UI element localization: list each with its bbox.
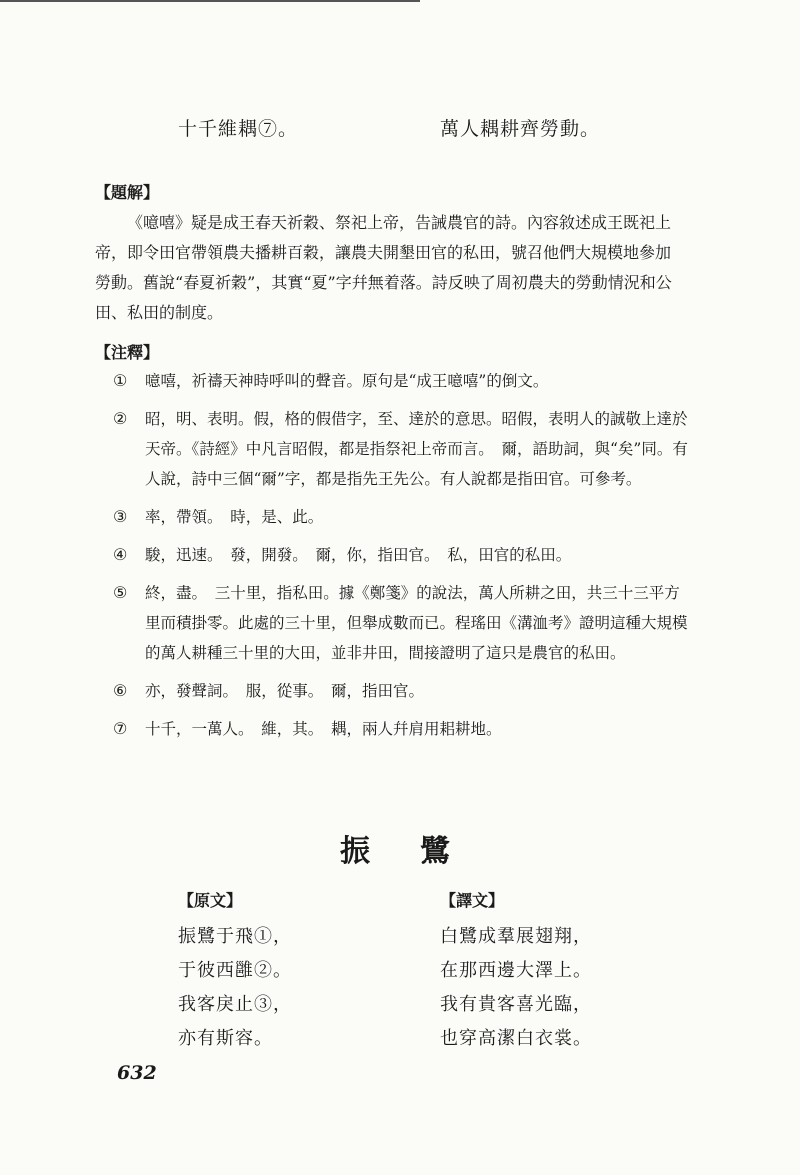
note-text: 駿，迅速。 發，開發。 爾，你，指田官。 私，田官的私田。 bbox=[145, 546, 572, 564]
notes-heading: 【注釋】 bbox=[95, 343, 160, 362]
note-number: ① bbox=[113, 371, 128, 390]
note-text: 終，盡。 三十里，指私田。據《鄭箋》的說法，萬人所耕之田，共三十三平方里而積掛零。此處的三十里，但舉成數而已。程瑤田《溝洫考》證明這種大規模的萬人耕種三十里的大田，並非井田，間接證明了這只是農官的私田。 bbox=[145, 584, 688, 662]
poem-original-column bbox=[178, 884, 292, 1056]
note-text: 噫嘻，祈禱天神時呼叫的聲音。原句是“成王噫嘻”的倒文。 bbox=[145, 372, 549, 390]
translation-heading: 【譯文】 bbox=[440, 891, 505, 910]
note-text: 亦，發聲詞。 服，從事。 爾，指田官。 bbox=[145, 682, 425, 700]
page-number: 632 bbox=[117, 1062, 157, 1084]
top-rule bbox=[0, 0, 420, 2]
note-number: ⑦ bbox=[113, 719, 128, 738]
translation-line: 我有貴客喜光臨， bbox=[440, 994, 592, 1015]
translation-line: 也穿高潔白衣裳。 bbox=[440, 1028, 592, 1049]
notes-list bbox=[95, 366, 695, 752]
note-text: 十千，一萬人。 維，其。 耦，兩人幷肩用耜耕地。 bbox=[145, 720, 502, 738]
note-text: 率，帶領。 時，是、此。 bbox=[145, 508, 324, 526]
original-line: 我客戾止③， bbox=[178, 994, 292, 1015]
note-number: ② bbox=[113, 409, 128, 428]
original-line: 亦有斯容。 bbox=[178, 1028, 273, 1049]
poem-translation-column bbox=[440, 884, 592, 1056]
note-number: ③ bbox=[113, 507, 128, 526]
explanation-text: 《噫嘻》疑是成王春天祈穀、祭祀上帝，告誡農官的詩。內容敘述成王既祀上帝，即令田官帶領農夫播耕百穀，讓農夫開墾田官的私田，號召他們大規模地參加勞動。舊說“春夏祈穀”，其實“夏”字幷無着落。詩反映了周初農夫的勞動情況和公田、私田的制度。 bbox=[95, 213, 672, 322]
note-number: ⑥ bbox=[113, 681, 128, 700]
poem-title: 振鷺 bbox=[340, 834, 500, 869]
note-number: ④ bbox=[113, 545, 128, 564]
explanation-block bbox=[95, 208, 675, 328]
note-item bbox=[95, 540, 695, 570]
original-heading: 【原文】 bbox=[178, 891, 243, 910]
original-line: 振鷺于飛①， bbox=[178, 926, 292, 947]
translation-line: 白鷺成羣展翅翔， bbox=[440, 926, 592, 947]
note-item bbox=[95, 714, 695, 744]
note-item bbox=[95, 502, 695, 532]
note-item bbox=[95, 366, 695, 396]
note-item bbox=[95, 578, 695, 668]
top-verse-original: 十千維耦⑦。 bbox=[178, 118, 299, 140]
original-line: 于彼西雝②。 bbox=[178, 960, 292, 981]
note-text: 昭，明、表明。假，格的假借字，至、達於的意思。昭假，表明人的誠敬上達於天帝。《詩經》中凡言昭假，都是指祭祀上帝而言。 爾，語助詞，與“矣”同。有人說，詩中三個“爾”字，都是指先王先公。有人說都是指田官。可參考。 bbox=[145, 410, 688, 488]
translation-line: 在那西邊大澤上。 bbox=[440, 960, 592, 981]
explanation-heading: 【題解】 bbox=[95, 183, 160, 202]
note-item bbox=[95, 404, 695, 494]
top-verse-translation: 萬人耦耕齊勞動。 bbox=[440, 118, 601, 140]
note-number: ⑤ bbox=[113, 583, 128, 602]
note-item bbox=[95, 676, 695, 706]
